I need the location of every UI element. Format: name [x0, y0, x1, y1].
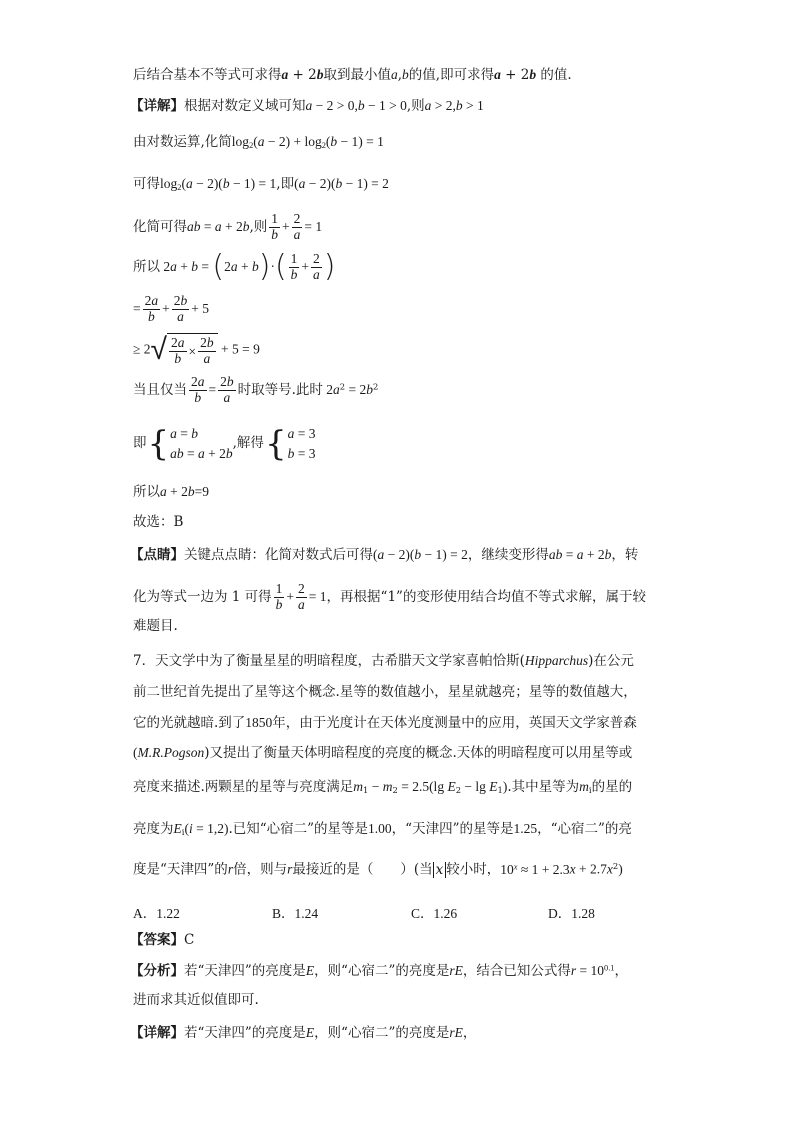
- detail-line-3: 可得$\log_2(a - 2)(b - 1) = 1$,即(a − 2)(b − 1) = 2: [133, 176, 389, 193]
- analysis-tag: 【分析】: [130, 963, 184, 979]
- detail-line-6: = $\frac{2a}{b}$ + $\frac{2b}{a}$ + 5: [133, 293, 209, 324]
- choice-statement: 故选：B: [133, 514, 184, 530]
- detail-line-10: 所以a + 2b=9: [133, 484, 209, 500]
- question-7-line-6: 亮度为$E_i(i = 1,2)$.已知“心宿二”的星等是1.00，“天津四”的星等是1.25，“心宿二”的亮: [133, 821, 632, 838]
- detail-2-line-1: 【详解】若“天津四”的亮度是E，则“心宿二”的亮度是rE，: [130, 1025, 477, 1041]
- option-b[interactable]: B．1.24: [272, 906, 319, 921]
- answer-tag: 【答案】: [130, 932, 184, 948]
- comment-line-3: 难题目.: [133, 618, 178, 634]
- question-7-line-1: 7．天文学中为了衡量星星的明暗程度，古希腊天文学家喜帕恰斯(Hipparchus)在公元: [133, 653, 634, 669]
- question-7-line-4: (M.R.Pogson)又提出了衡量天体明暗程度的亮度的概念.天体的明暗程度可以用星等或: [133, 745, 633, 761]
- detail-line-1: 【详解】根据对数定义域可知a − 2 > 0,b − 1 > 0,则a > 2,b > 1: [130, 98, 484, 114]
- comment-line-1: 【点睛】关键点点睛：化简对数式后可得(a − 2)(b − 1) = 2，继续变形得ab = a + 2b，转: [130, 547, 639, 563]
- option-a[interactable]: A．1.22: [133, 906, 180, 921]
- answer-line: [130, 934, 194, 948]
- answer-value: C: [184, 932, 195, 948]
- question-7-line-2: 前二世纪首先提出了星等这个概念.星等的数值越小，星星就越亮；星等的数值越大，: [133, 684, 637, 700]
- analysis-line-1: 【分析】若“天津四”的亮度是E，则“心宿二”的亮度是rE，结合已知公式得$r = 10^{0.1}$，: [130, 963, 628, 979]
- comment-line-2: 化为等式一边为 1 可得 $\frac{1}{b}$ + $\frac{2}{a}$ = 1，再根据“1”的变形使用结合均值不等式求解，属于较: [133, 581, 646, 612]
- option-c[interactable]: C．1.26: [411, 906, 458, 921]
- option-d[interactable]: D．1.28: [548, 906, 595, 921]
- question-7-line-5: 亮度来描述.两颗星的星等与亮度满足$m_1 - m_2 = 2.5(\lg$ $E_2 - \lg E_1$).其中星等为$m_i$的星的: [133, 779, 633, 796]
- detail-line-9: 即{ a = b ab = a + 2b ,解得{ a = 3 b = 3: [133, 423, 316, 464]
- detail-line-2: 由对数运算,化简$\log_2(a - 2) + \log_2(b - 1) = 1$: [133, 134, 384, 151]
- question-7-line-3: 它的光就越暗.到了1850年，由于光度计在天体光度测量中的应用，英国天文学家普森: [133, 715, 637, 731]
- solution-line-1: 后结合基本不等式可求得a + 2b取到最小值a,b的值,即可求得a + 2b 的值.: [133, 67, 572, 83]
- comment-tag: 【点睛】: [130, 547, 184, 563]
- detail-line-7: ≥ 2 √ $\frac{2a}{b}$ × $\frac{2b}{a}$ + 5 = 9: [133, 331, 260, 367]
- detail-tag: 【详解】: [130, 98, 184, 114]
- analysis-line-2: 进而求其近似值即可.: [133, 992, 259, 1008]
- detail-line-8: 当且仅当 $\frac{2a}{b}$ = $\frac{2b}{a}$ 时取等号.此时 $2a^2 = 2b^2$: [133, 374, 379, 405]
- detail-line-5: 所以 2a + b = (2a + b)·( $\frac{1}{b}$ + $\frac{2}{a}$ ): [133, 249, 336, 285]
- question-7-line-7: 度是“天津四”的r倍，则与r最接近的是（ ）(当 x 较小时，$10^x \approx 1 + 2.3x + 2.7x^2$): [133, 861, 623, 878]
- detail-line-4: 化简可得ab = a + 2b,则 $\frac{1}{b}$ + $\frac{2}{a}$ = 1: [133, 211, 323, 242]
- detail-tag-2: 【详解】: [130, 1025, 184, 1041]
